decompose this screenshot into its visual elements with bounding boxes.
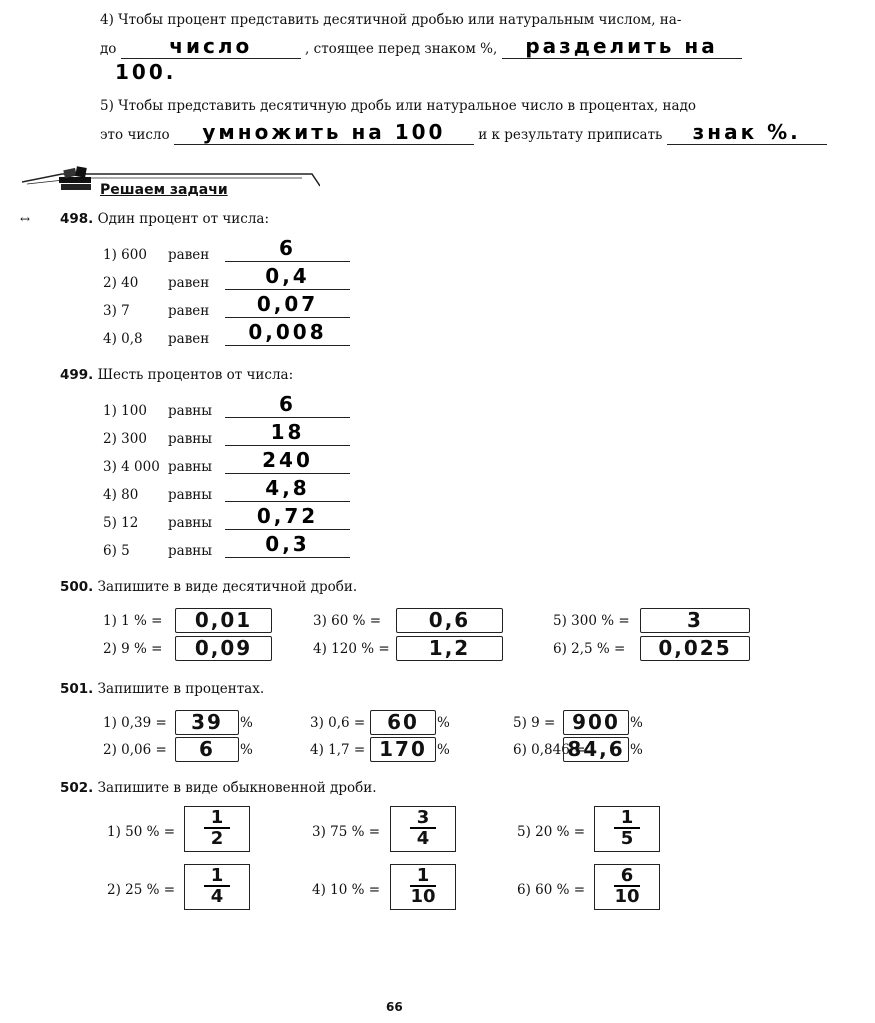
task-499-item-label: 4) 80	[103, 487, 139, 503]
books-icon	[56, 163, 96, 195]
fraction-numerator: 1	[416, 865, 430, 886]
task-498-number: 498.	[60, 211, 94, 227]
rule-5-mid: и к результату приписать	[478, 127, 663, 143]
rule-4-answer-2: разделить на	[502, 34, 742, 59]
task-499-item-word: равны	[168, 459, 213, 475]
fraction-numerator: 1	[620, 807, 634, 828]
task-501-item-label: 6) 0,846 =	[513, 742, 586, 758]
task-502-fraction-box	[594, 806, 660, 852]
task-502-item-label: 2) 25 % =	[107, 882, 176, 898]
task-498-item-answer: 6	[225, 235, 350, 262]
fraction-denominator: 5	[620, 828, 634, 849]
rule-5-line-2	[100, 120, 827, 145]
task-499-title: Шесть процентов от числа:	[97, 367, 294, 383]
task-500-answer-box: 0,01	[175, 608, 272, 633]
task-502-item-label: 5) 20 % =	[517, 824, 586, 840]
task-502-item-label: 4) 10 % =	[312, 882, 381, 898]
task-499-item-answer: 6	[225, 391, 350, 418]
rule-4-answer-3: 100.	[115, 60, 177, 84]
task-498-item-label: 1) 600	[103, 247, 147, 263]
task-502-fraction-box	[594, 864, 660, 910]
task-498-item-answer: 0,07	[225, 291, 350, 318]
task-500-heading	[60, 579, 357, 595]
task-501-answer-box: 170	[370, 737, 436, 762]
task-501-heading	[60, 681, 264, 697]
task-501-answer-box: 900	[563, 710, 629, 735]
fraction-numerator: 1	[210, 865, 224, 886]
task-502-title: Запишите в виде обыкновенной дроби.	[97, 780, 377, 796]
rule-4-line-1: 4) Чтобы процент представить десятичной дробью или натуральным числом, на-	[100, 12, 682, 28]
task-498-item-answer: 0,008	[225, 319, 350, 346]
fraction-denominator: 10	[410, 886, 436, 907]
task-500-item-label: 6) 2,5 % =	[553, 641, 626, 657]
page-number: 66	[386, 1000, 403, 1014]
task-500-item-label: 4) 120 % =	[313, 641, 390, 657]
task-499-item-label: 3) 4 000	[103, 459, 160, 475]
task-502-heading	[60, 780, 377, 796]
task-499-item-label: 6) 5	[103, 543, 130, 559]
task-498-item-word: равен	[168, 303, 210, 319]
task-499-item-answer: 0,3	[225, 531, 350, 558]
task-501-percent-sign: %	[630, 715, 643, 731]
task-501-percent-sign: %	[437, 742, 450, 758]
task-499-item-word: равны	[168, 487, 213, 503]
task-501-number: 501.	[60, 681, 94, 697]
task-502-item-label: 3) 75 % =	[312, 824, 381, 840]
task-499-item-answer: 4,8	[225, 475, 350, 502]
task-501-item-label: 4) 1,7 =	[310, 742, 366, 758]
rule-4-mid: , стоящее перед знаком %,	[305, 41, 498, 57]
section-title: Решаем задачи	[100, 182, 228, 198]
task-498-item-label: 2) 40	[103, 275, 139, 291]
task-498-item-word: равен	[168, 331, 210, 347]
rule-5-answer-2: знак %.	[667, 120, 827, 145]
task-502-number: 502.	[60, 780, 94, 796]
task-500-answer-box: 3	[640, 608, 750, 633]
task-501-item-label: 5) 9 =	[513, 715, 556, 731]
task-500-answer-box: 1,2	[396, 636, 503, 661]
task-502-item-label: 1) 50 % =	[107, 824, 176, 840]
task-500-title: Запишите в виде десятичной дроби.	[97, 579, 358, 595]
section-arrow: ↔	[20, 212, 31, 226]
task-499-item-word: равны	[168, 431, 213, 447]
task-500-item-label: 5) 300 % =	[553, 613, 630, 629]
task-501-percent-sign: %	[630, 742, 643, 758]
task-502-fraction-box	[390, 864, 456, 910]
fraction-numerator: 6	[620, 865, 634, 886]
task-498-heading	[60, 211, 269, 227]
task-501-percent-sign: %	[240, 742, 253, 758]
task-502-fraction-box	[184, 806, 250, 852]
task-499-item-label: 5) 12	[103, 515, 139, 531]
task-501-answer-box: 84,6	[563, 737, 629, 762]
task-501-answer-box: 60	[370, 710, 436, 735]
task-500-answer-box: 0,6	[396, 608, 503, 633]
task-500-item-label: 1) 1 % =	[103, 613, 163, 629]
task-500-item-label: 3) 60 % =	[313, 613, 382, 629]
task-499-item-answer: 240	[225, 447, 350, 474]
rule-5-pre: это число	[100, 127, 170, 143]
task-498-item-word: равен	[168, 247, 210, 263]
fraction-numerator: 1	[210, 807, 224, 828]
task-499-item-label: 2) 300	[103, 431, 147, 447]
task-501-answer-box: 6	[175, 737, 239, 762]
task-498-item-answer: 0,4	[225, 263, 350, 290]
task-500-number: 500.	[60, 579, 94, 595]
task-501-percent-sign: %	[437, 715, 450, 731]
fraction-denominator: 2	[210, 828, 224, 849]
task-498-item-word: равен	[168, 275, 210, 291]
task-502-item-label: 6) 60 % =	[517, 882, 586, 898]
rule-5-line-1: 5) Чтобы представить десятичную дробь или натуральное число в процентах, надо	[100, 98, 697, 114]
task-501-item-label: 3) 0,6 =	[310, 715, 366, 731]
task-499-item-answer: 0,72	[225, 503, 350, 530]
task-499-item-answer: 18	[225, 419, 350, 446]
task-498-item-label: 3) 7	[103, 303, 130, 319]
fraction-numerator: 3	[416, 807, 430, 828]
task-501-answer-box: 39	[175, 710, 239, 735]
task-501-title: Запишите в процентах.	[97, 681, 265, 697]
task-500-answer-box: 0,09	[175, 636, 272, 661]
fraction-denominator: 4	[210, 886, 224, 907]
task-501-item-label: 1) 0,39 =	[103, 715, 167, 731]
task-498-title: Один процент от числа:	[97, 211, 270, 227]
rule-4-pre: до	[100, 41, 117, 57]
task-499-item-word: равны	[168, 515, 213, 531]
task-498-item-label: 4) 0,8	[103, 331, 143, 347]
task-501-item-label: 2) 0,06 =	[103, 742, 167, 758]
task-499-heading	[60, 367, 293, 383]
fraction-denominator: 4	[416, 828, 430, 849]
task-499-item-word: равны	[168, 403, 213, 419]
fraction-denominator: 10	[614, 886, 640, 907]
task-499-item-word: равны	[168, 543, 213, 559]
rule-4-line-2	[100, 34, 742, 59]
task-502-fraction-box	[184, 864, 250, 910]
task-500-answer-box: 0,025	[640, 636, 750, 661]
rule-4-answer-1: число	[121, 34, 301, 59]
rule-5-answer-1: умножить на 100	[174, 120, 474, 145]
task-501-percent-sign: %	[240, 715, 253, 731]
task-499-item-label: 1) 100	[103, 403, 147, 419]
task-499-number: 499.	[60, 367, 94, 383]
task-500-item-label: 2) 9 % =	[103, 641, 163, 657]
task-502-fraction-box	[390, 806, 456, 852]
